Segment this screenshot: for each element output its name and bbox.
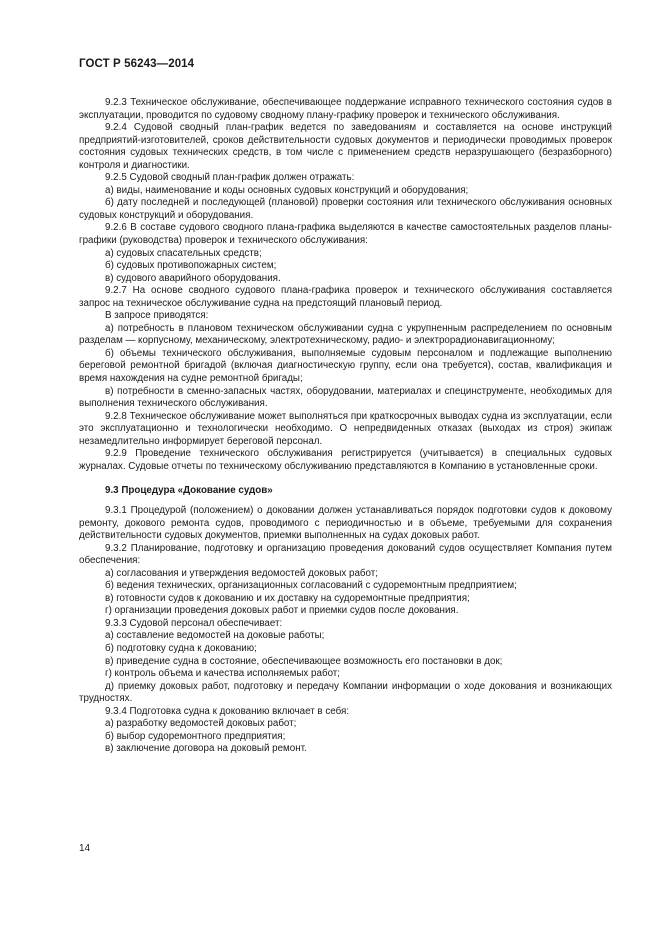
document-body	[79, 97, 612, 756]
list-item: в) судового аварийного оборудования.	[105, 272, 281, 284]
paragraph-9-3-2: 9.3.2 Планирование, подготовку и организацию проведения докований судов осуществляет Компания путем обеспечения:	[79, 542, 612, 567]
paragraph-9-2-4: 9.2.4 Судовой сводный план-график ведется по заведованиям и составляется на основе инструкций предприятий-изготовителей, сроков действительности судовых документов и периодически проводимых проверок состояния судовых технических средств, в том числе с применением средств неразрушающего (безразборного) контроля и диагностики.	[79, 122, 612, 171]
list-item: б) судовых противопожарных систем;	[105, 260, 277, 272]
list-item: в) приведение судна в состояние, обеспечивающее возможность его постановки в док;	[105, 655, 503, 667]
list-item: б) подготовку судна к докованию;	[105, 642, 257, 654]
list-item: б) ведения технических, организационных согласований с судоремонтным предприятием;	[105, 580, 517, 592]
list-item: б) выбор судоремонтного предприятия;	[105, 730, 286, 742]
paragraph-9-2-8: 9.2.8 Техническое обслуживание может выполняться при краткосрочных выводах судна из эксплуатации, если это эксплуатационно и технологически необходимо. О непредвиденных отказах (выходах из строя) экипаж незамедлительно информирует береговой персонал.	[79, 410, 612, 447]
page-number: 14	[79, 843, 91, 854]
list-item: а) виды, наименование и коды основных судовых конструкций и оборудования;	[105, 184, 469, 196]
paragraph-9-2-7: 9.2.7 На основе сводного судового плана-графика проверок и технического обслуживания составляется запрос на техническое обслуживание судна на предстоящий плановый период.	[79, 285, 612, 309]
paragraph-9-2-5: 9.2.5 Судовой сводный план-график должен отражать:	[105, 172, 355, 184]
list-item: а) составление ведомостей на доковые работы;	[105, 630, 325, 642]
list-item: г) контроль объема и качества исполняемых работ;	[105, 668, 341, 680]
paragraph-9-2-9: 9.2.9 Проведение технического обслуживания регистрируется (учитывается) в специальных судовых журналах. Судовые отчеты по техническому обслуживанию представляются в Компанию в установленные сроки.	[79, 448, 612, 472]
list-item: г) организации проведения доковых работ и приемки судов после докования.	[105, 605, 459, 617]
paragraph-9-3-4: 9.3.4 Подготовка судна к докованию включает в себя:	[105, 705, 349, 717]
list-item: б) объемы технического обслуживания, выполняемые судовым персоналом и подлежащие выполнению береговой ремонтной бригадой (включая диагностическую группу, если она требуется), состав, квалификация и время нахождения на судне ремонтной бригады;	[79, 347, 612, 385]
list-item: а) согласования и утверждения ведомостей доковых работ;	[105, 567, 378, 579]
list-item: а) разработку ведомостей доковых работ;	[105, 718, 297, 730]
paragraph-9-3-1: 9.3.1 Процедурой (положением) о доковании должен устанавливаться порядок подготовки судов к доковому ремонту, докового ремонта судов, проводимого с периодичностью и в объеме, требуемыми для сохранения действительности судовых документов, приемки выполненных на судах доковых работ.	[79, 504, 612, 542]
list-item: в) готовности судов к докованию и их доставку на судоремонтные предприятия;	[105, 592, 470, 604]
list-item: д) приемку доковых работ, подготовку и передачу Компании информации о ходе докования и возникающих трудностях.	[79, 680, 612, 705]
list-item: в) потребности в сменно-запасных частях, оборудовании, материалах и специнструменте, необходимых для выполнения технического обслуживания.	[79, 385, 612, 410]
list-item: а) судовых спасательных средств;	[105, 247, 262, 259]
list-item: а) потребность в плановом техническом обслуживании судна с укрупненным распределением по основным разделам — корпусному, механическому, электротехническому, радио- и электрорадионавигационному;	[79, 322, 612, 347]
list-item: б) дату последней и последующей (плановой) проверки состояния или технического обслуживания основных судовых конструкций и оборудования.	[79, 197, 612, 221]
list-item: в) заключение договора на доковый ремонт.	[105, 743, 307, 755]
document-standard-header: ГОСТ Р 56243—2014	[79, 58, 195, 70]
paragraph-request-intro: В запросе приводятся:	[105, 310, 209, 322]
paragraph-9-2-6: 9.2.6 В составе судового сводного плана-графика выделяются в качестве самостоятельных разделов планы-графики (руководства) проверок и технического обслуживания:	[79, 222, 612, 247]
paragraph-9-2-3: 9.2.3 Техническое обслуживание, обеспечивающее поддержание исправного технического состояния судов в эксплуатации, проводится по судовому сводному плану-графику проверок и технического обслуживания.	[79, 97, 612, 121]
section-heading-9-3: 9.3 Процедура «Докование судов»	[105, 485, 273, 497]
paragraph-9-3-3: 9.3.3 Судовой персонал обеспечивает:	[105, 617, 283, 629]
